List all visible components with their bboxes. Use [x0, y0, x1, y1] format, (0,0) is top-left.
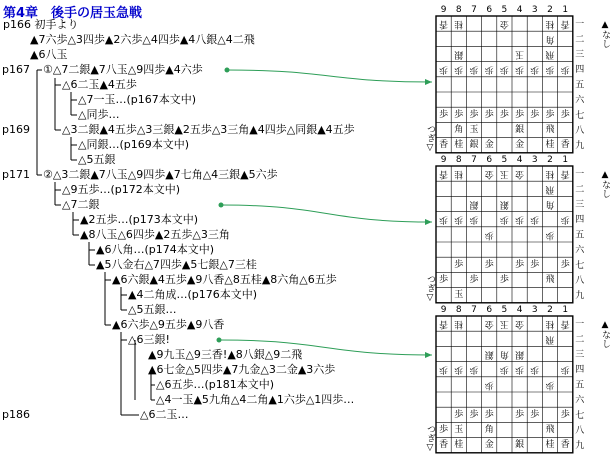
page-ref: p167: [2, 63, 30, 76]
piece: 歩: [499, 64, 509, 75]
rank-label: 一: [575, 19, 585, 30]
move-line: △4一玉▲5九角△4二角▲1六歩△1四歩…: [156, 393, 355, 406]
rank-label: 九: [575, 441, 585, 452]
piece: 歩: [499, 364, 509, 375]
piece: 歩: [484, 259, 494, 270]
rank-label: 六: [575, 95, 585, 106]
piece: 桂: [454, 318, 464, 329]
file-label: 9: [440, 155, 447, 165]
piece: 歩: [560, 109, 570, 120]
piece: 歩: [515, 364, 525, 375]
page-title: 第4章 後手の居玉急戦: [3, 6, 143, 21]
piece: 金: [484, 168, 494, 179]
piece: 桂: [545, 318, 555, 329]
move-line: △7一玉…(p167本文中): [78, 93, 197, 106]
file-label: 8: [455, 5, 462, 15]
piece: 桂: [545, 440, 555, 451]
piece: 歩: [545, 229, 555, 240]
rank-label: 五: [575, 380, 585, 391]
move-line: ▲8八玉△6四歩▲2五歩△3三角: [80, 228, 230, 241]
piece: 歩: [515, 64, 525, 75]
piece: 歩: [454, 214, 464, 225]
move-line: △9五歩…(p172本文中): [62, 183, 181, 196]
gote-hand: つぎ▽: [425, 124, 435, 153]
piece: 歩: [454, 364, 464, 375]
piece: 歩: [439, 109, 449, 120]
piece: 飛: [545, 125, 555, 135]
file-label: 1: [562, 305, 569, 315]
file-label: 2: [547, 155, 553, 165]
piece: 桂: [454, 140, 464, 151]
piece: 歩: [484, 229, 494, 240]
piece: 香: [560, 18, 570, 29]
piece: 金: [484, 140, 494, 151]
move-line: ▲7六歩△3四歩▲2六歩△4四歩▲4八銀△4二飛: [30, 33, 255, 46]
file-label: 7: [471, 5, 477, 15]
piece: 角: [484, 425, 494, 435]
file-label: 3: [531, 5, 538, 15]
piece: 玉: [499, 168, 509, 179]
piece: 歩: [454, 64, 464, 75]
rank-label: 二: [575, 34, 585, 45]
piece: 歩: [530, 409, 540, 420]
file-label: 8: [455, 155, 462, 165]
file-label: 7: [471, 305, 477, 315]
rank-label: 一: [575, 169, 585, 180]
rank-label: 二: [575, 334, 585, 345]
move-line: p166 初手より: [3, 18, 79, 31]
piece: 銀: [515, 349, 525, 359]
piece: 銀: [515, 125, 525, 135]
move-line: ▲6七金△5四歩▲7九金△3二金▲3六歩: [148, 363, 336, 376]
rank-label: 七: [575, 410, 585, 421]
move-line: ②△3二銀▲7八玉△9四歩▲7七角△4三銀▲5六歩: [43, 168, 278, 181]
diagram-pointer-arrow: [219, 203, 433, 226]
file-label: 3: [531, 305, 538, 315]
piece: 銀: [499, 199, 509, 209]
piece: 歩: [515, 409, 525, 420]
piece: 銀: [484, 349, 494, 359]
piece: 桂: [545, 140, 555, 151]
move-line: △同銀…(p169本文中): [78, 138, 190, 151]
rank-label: 五: [575, 80, 585, 91]
piece: 飛: [545, 333, 555, 344]
file-label: 9: [440, 5, 447, 15]
sente-hand: ▲なし: [600, 20, 610, 48]
move-line: △7二銀: [62, 198, 100, 211]
piece: 金: [515, 168, 525, 179]
rank-label: 九: [575, 141, 585, 152]
file-label: 2: [547, 305, 553, 315]
piece: 桂: [545, 168, 555, 179]
move-line: ▲6八角…(p174本文中): [96, 243, 215, 256]
piece: 歩: [545, 64, 555, 75]
piece: 銀: [469, 199, 479, 209]
piece: 香: [560, 440, 570, 451]
gote-hand: つぎ▽: [425, 274, 435, 303]
file-label: 3: [531, 155, 538, 165]
piece: 角: [499, 349, 509, 359]
board-3: [425, 302, 610, 458]
file-label: 5: [501, 5, 508, 15]
rank-label: 三: [575, 50, 585, 60]
move-line: ▲6六銀▲4五歩▲9八香△8五桂▲8六角△6五歩: [112, 273, 337, 286]
shogi-board-diagram: [425, 152, 610, 308]
piece: 歩: [484, 409, 494, 420]
piece: 歩: [469, 364, 479, 375]
file-label: 6: [486, 155, 493, 165]
move-line: ▲2五歩…(p173本文中): [80, 213, 199, 226]
file-label: 4: [516, 155, 523, 165]
piece: 歩: [499, 275, 509, 285]
piece: 歩: [469, 64, 479, 75]
rank-label: 九: [575, 291, 585, 302]
piece: 歩: [560, 259, 570, 270]
move-line: △同歩…: [78, 108, 120, 121]
file-label: 8: [455, 305, 462, 315]
rank-label: 六: [575, 245, 585, 256]
rank-label: 七: [575, 110, 585, 121]
page-ref: p171: [2, 168, 30, 181]
piece: 桂: [545, 18, 555, 29]
piece: 金: [499, 18, 509, 29]
piece: 歩: [469, 109, 479, 120]
rank-label: 六: [575, 395, 585, 406]
rank-label: 四: [575, 215, 585, 226]
move-line: △5五銀…: [128, 303, 177, 316]
piece: 歩: [469, 275, 479, 285]
rank-label: 五: [575, 230, 585, 241]
page-ref: p186: [2, 408, 30, 421]
piece: 歩: [530, 64, 540, 75]
piece: 銀: [515, 440, 525, 451]
file-label: 5: [501, 155, 508, 165]
piece: 歩: [560, 214, 570, 225]
move-line: ▲4二角成…(p176本文中): [128, 288, 258, 301]
move-line: ▲6八玉: [30, 48, 68, 61]
file-label: 5: [501, 305, 508, 315]
piece: 玉: [499, 318, 509, 329]
piece: 桂: [454, 440, 464, 451]
piece: 歩: [515, 259, 525, 270]
file-label: 1: [562, 5, 569, 15]
piece: 歩: [439, 275, 449, 285]
piece: 歩: [439, 364, 449, 375]
rank-label: 二: [575, 184, 585, 195]
board-2: [425, 152, 610, 308]
shogi-board-diagram: [425, 302, 610, 458]
piece: 角: [545, 33, 555, 44]
move-line: △3二銀▲4五歩△3三銀▲2五歩△3三角▲4四歩△同銀▲4五歩: [62, 123, 355, 136]
file-label: 6: [486, 305, 493, 315]
file-label: 4: [516, 305, 523, 315]
piece: 歩: [560, 409, 570, 420]
piece: 歩: [454, 109, 464, 120]
piece: 銀: [469, 140, 479, 151]
piece: 金: [484, 318, 494, 329]
piece: 歩: [545, 109, 555, 120]
file-label: 4: [516, 5, 523, 15]
piece: 香: [439, 18, 449, 29]
piece: 玉: [454, 290, 464, 301]
piece: 金: [515, 140, 525, 151]
rank-label: 四: [575, 65, 585, 76]
piece: 歩: [469, 214, 479, 225]
piece: 玉: [515, 49, 525, 59]
piece: 歩: [484, 109, 494, 120]
piece: 角: [454, 125, 464, 135]
move-line: ▲5八金右△7四歩▲5七銀△7三桂: [96, 258, 257, 271]
piece: 歩: [530, 214, 540, 225]
piece: 桂: [454, 18, 464, 29]
piece: 歩: [560, 64, 570, 75]
shogi-board-diagram: [425, 2, 610, 158]
piece: 銀: [454, 49, 464, 59]
file-label: 9: [440, 305, 447, 315]
rank-label: 三: [575, 350, 585, 360]
file-label: 7: [471, 155, 477, 165]
move-line: △6二玉…: [140, 408, 189, 421]
piece: 歩: [545, 379, 555, 390]
rank-label: 三: [575, 200, 585, 210]
move-line: △6三銀!: [128, 333, 170, 346]
piece: 香: [560, 168, 570, 179]
piece: 金: [484, 440, 494, 451]
piece: 歩: [530, 109, 540, 120]
piece: 歩: [439, 425, 449, 435]
piece: 歩: [515, 214, 525, 225]
file-label: 6: [486, 5, 493, 15]
piece: 玉: [469, 125, 479, 135]
move-line: ▲9九玉△9三香!▲8八銀△9二飛: [148, 348, 303, 361]
piece: 飛: [545, 425, 555, 435]
sente-hand: ▲なし: [600, 170, 610, 198]
piece: 飛: [545, 275, 555, 285]
rank-label: 七: [575, 260, 585, 271]
piece: 金: [515, 318, 525, 329]
piece: 歩: [499, 109, 509, 120]
gote-hand: つぎ▽: [425, 424, 435, 453]
piece: 飛: [545, 183, 555, 194]
piece: 歩: [530, 364, 540, 375]
piece: 歩: [530, 259, 540, 270]
rank-label: 八: [575, 426, 585, 436]
rank-label: 八: [575, 126, 585, 136]
file-label: 2: [547, 5, 553, 15]
piece: 香: [439, 168, 449, 179]
sente-hand: ▲なし: [600, 320, 610, 348]
piece: 歩: [499, 214, 509, 225]
piece: 歩: [484, 379, 494, 390]
piece: 香: [439, 318, 449, 329]
piece: 飛: [545, 49, 555, 59]
piece: 角: [545, 199, 555, 209]
rank-label: 四: [575, 365, 585, 376]
move-line: △6五歩…(p181本文中): [156, 378, 275, 391]
move-line: ▲6六歩△9五歩▲9八香: [112, 318, 225, 331]
move-line: △6二玉▲4五歩: [62, 78, 137, 91]
move-line: ①△7二銀▲7八玉△9四歩▲4六歩: [43, 63, 203, 76]
page-ref: p169: [2, 123, 30, 136]
piece: 歩: [469, 409, 479, 420]
piece: 歩: [454, 259, 464, 270]
piece: 玉: [454, 425, 464, 435]
board-1: [425, 2, 610, 158]
piece: 歩: [454, 409, 464, 420]
piece: 歩: [560, 364, 570, 375]
diagram-pointer-arrow: [225, 68, 433, 86]
piece: 歩: [515, 109, 525, 120]
rank-label: 八: [575, 276, 585, 286]
piece: 香: [560, 318, 570, 329]
piece: 歩: [484, 64, 494, 75]
piece: 香: [439, 440, 449, 451]
piece: 香: [439, 140, 449, 151]
file-label: 1: [562, 155, 569, 165]
piece: 香: [560, 140, 570, 151]
rank-label: 一: [575, 319, 585, 330]
piece: 歩: [439, 64, 449, 75]
piece: 歩: [439, 214, 449, 225]
piece: 桂: [454, 168, 464, 179]
move-line: △5五銀: [78, 153, 116, 166]
